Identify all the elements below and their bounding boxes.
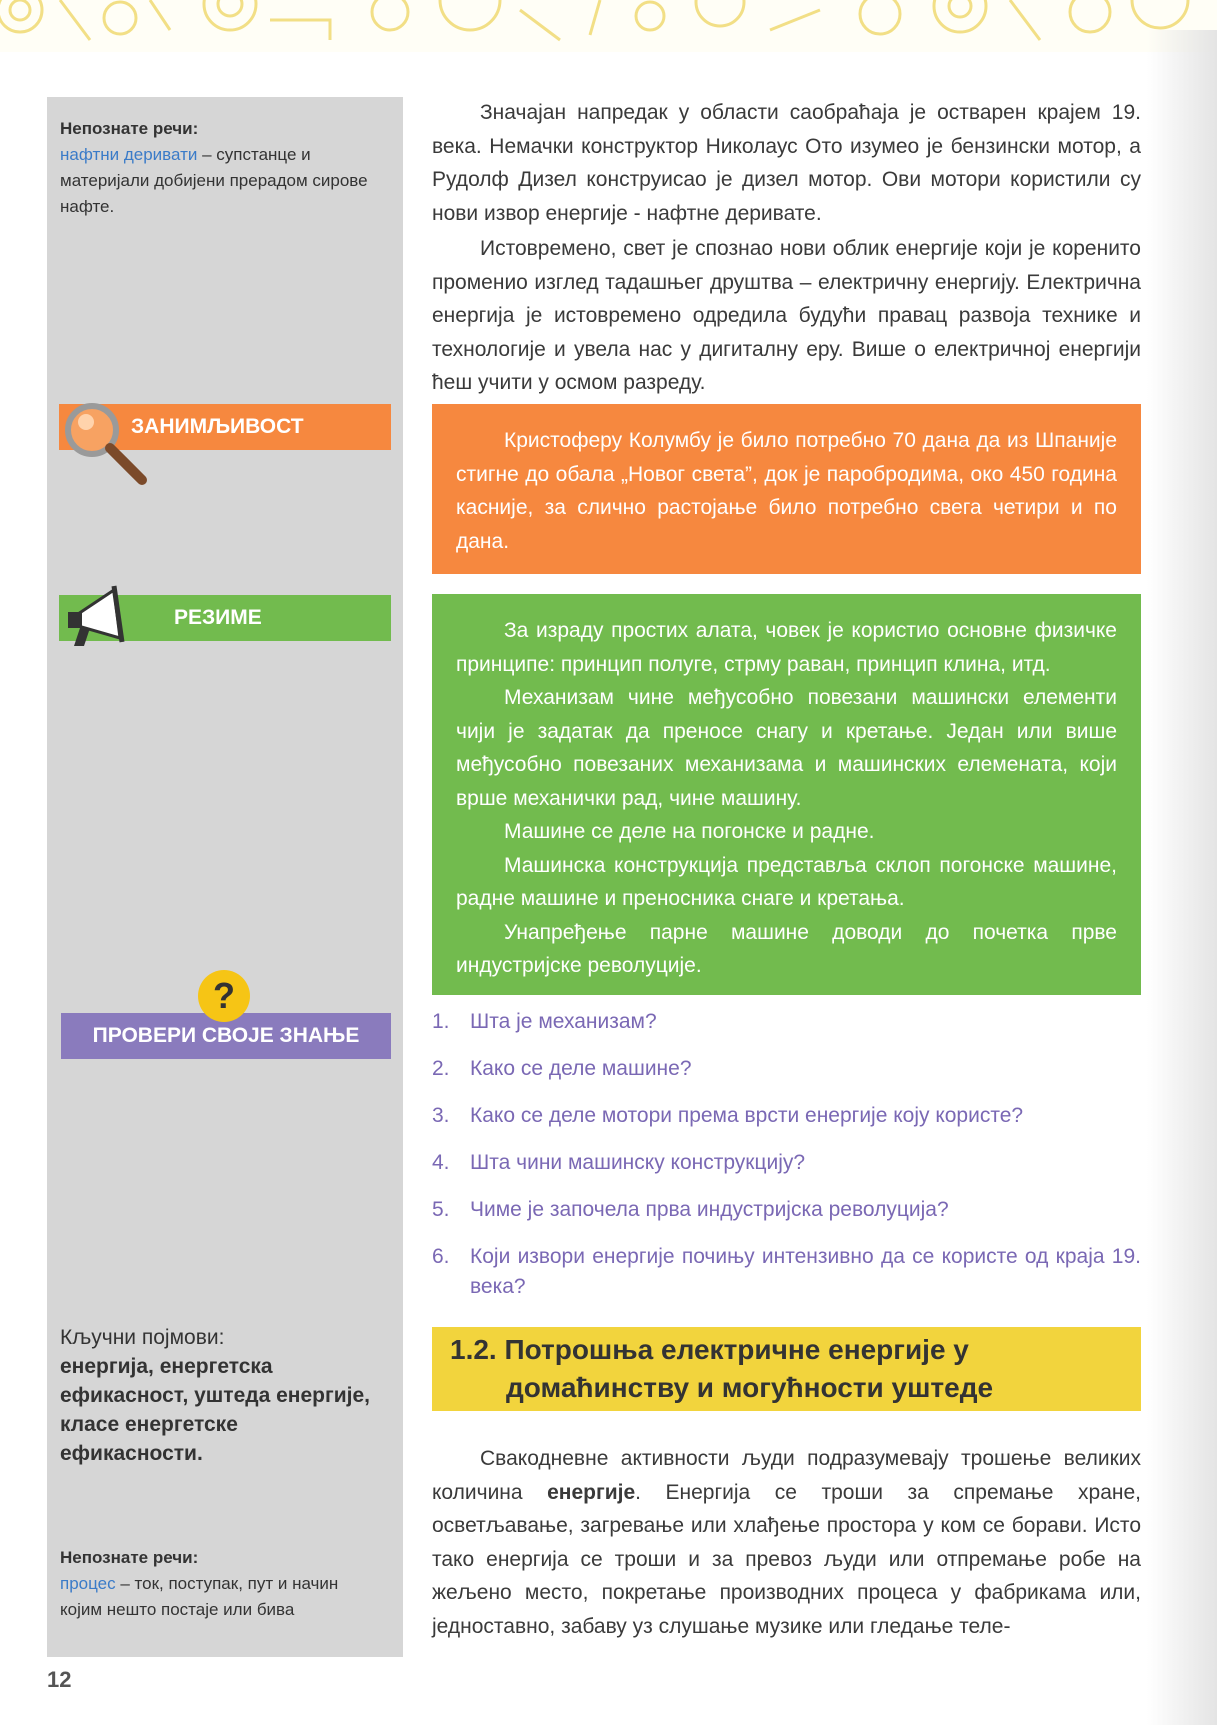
question-text: Како се деле мотори према врсти енергије коју користе? [470,1104,1024,1127]
page-edge-shadow [1147,30,1217,1725]
question-item: 4. Шта чини машинску конструкцију? [432,1151,806,1174]
summary-paragraph: Механизам чине међусобно повезани машински елементи чији је задатак да преносе снагу и кретање. Један или више међусобно повезаних механизама и машинских елемената, који врше механички рад, чине машину. [456,686,1117,810]
bold-term: енергије [547,1480,636,1504]
question-text: Шта је механизам? [470,1010,657,1033]
glossary-term: нафтни деривати [60,145,198,164]
summary-paragraph: За израду простих алата, човек је користио основне физичке принципе: принцип полуге, стрму раван, принцип клина, итд. [456,619,1117,676]
paragraph: Значајан напредак у области саобраћаја је остварен крајем 19. века. Немачки конструктор Николаус Ото изумео је бензински мотор, а Рудолф Дизел конструисао је дизел мотор. Ови мотори користили су нови извор енергије - нафтне деривате. [432,101,1141,225]
megaphone-icon [64,580,139,652]
questions-list [432,1007,1141,1302]
summary-box [432,594,1141,995]
section-body [432,1442,1141,1643]
top-decorative-band [0,0,1217,52]
paragraph: Свакодневне активности људи подразумевају трошење великих количина енергије. Енергија се троши за спремање хране, осветљавање, загревање или хлађење простора у ком се борави. Исто тако енергија се троши и за превоз људи или отпремање робе на жељено место, покретање производних процеса у фабрикама или, једноставно, забаву уз слушање музике или гледање теле- [432,1447,1141,1638]
question-item: 5. Чиме је започела прва индустријска револуција? [432,1198,949,1221]
question-item: 1. Шта је механизам? [432,1010,657,1033]
unknown-words-entry [60,142,370,220]
summary-paragraph: Машинска конструкција представља склоп погонске машине, радне машине и преносника снаге и кретања. [456,853,1117,910]
question-mark-icon [197,969,251,1023]
unknown-words-heading: Непознате речи: [60,119,199,138]
glossary-definition: – ток, поступак, пут и начин којим нешто постаје или бива [60,1574,339,1619]
magnifier-icon [62,400,152,490]
unknown-words-box-2 [60,1545,370,1623]
key-terms-list: енергија, енергетска ефикасност, уштеда енергије, класе енергетске ефикасности. [60,1355,370,1465]
section-title-line: 1.2. Потрошња електричне енергије у [450,1334,969,1365]
summary-paragraph: Машине се деле на погонске и радне. [504,820,875,843]
section-title [432,1327,1141,1411]
glossary-definition: – супстанце и материјали добијени прерадом сирове нафте. [60,145,368,216]
unknown-words-box-1 [60,116,370,220]
key-terms-box [60,1323,370,1468]
key-terms-heading: Кључни појмови: [60,1326,225,1349]
question-text: Чиме је започела прва индустријска револуција? [470,1198,949,1221]
summary-paragraph: Унапређење парне машине доводи до почетка прве индустријске револуције. [456,920,1117,977]
page-number: 12 [47,1667,72,1692]
question-text: Шта чини машинску конструкцију? [470,1151,806,1174]
glossary-term: процес [60,1574,116,1593]
quiz-label: ПРОВЕРИ СВОЈЕ ЗНАЊЕ [92,1024,360,1047]
interest-text: Кристоферу Колумбу је било потребно 70 дана да из Шпаније стигне до обала „Новог света”, док је паробродима, око 450 година касније, за слично растојање било потребно свега четири и по дана. [456,429,1117,553]
unknown-words-heading: Непознате речи: [60,1548,199,1567]
gears-pattern-icon [0,0,1217,52]
question-item: 3. Како се деле мотори према врсти енергије коју користе? [432,1104,1024,1127]
paragraph: Истовремено, свет је спознао нови облик енергије који је коренито променио изглед тадашњег друштва – електричну енергију. Електрична енергија је истовремено одредила будући правац развоја технике и технологије и увела нас у дигиталну еру. Више о електричној енергији ћеш учити у осмом разреду. [432,237,1141,394]
question-item: 6. Који извори енергије почињу интензивно да се користе од краја 19. века? [432,1245,1141,1298]
unknown-words-entry [60,1571,370,1623]
intro-text [432,96,1141,400]
question-text: Који извори енергије почињу интензивно да се користе од краја 19. века? [470,1245,1141,1298]
svg-text:?: ? [213,975,235,1016]
interest-label: ЗАНИМЉИВОСТ [131,415,304,438]
section-title-line: домаћинству и могућности уштеде [506,1372,994,1403]
question-item: 2. Како се деле машине? [432,1057,692,1080]
question-text: Како се деле машине? [470,1057,692,1080]
summary-label: РЕЗИМЕ [174,606,262,629]
interest-box [432,404,1141,574]
